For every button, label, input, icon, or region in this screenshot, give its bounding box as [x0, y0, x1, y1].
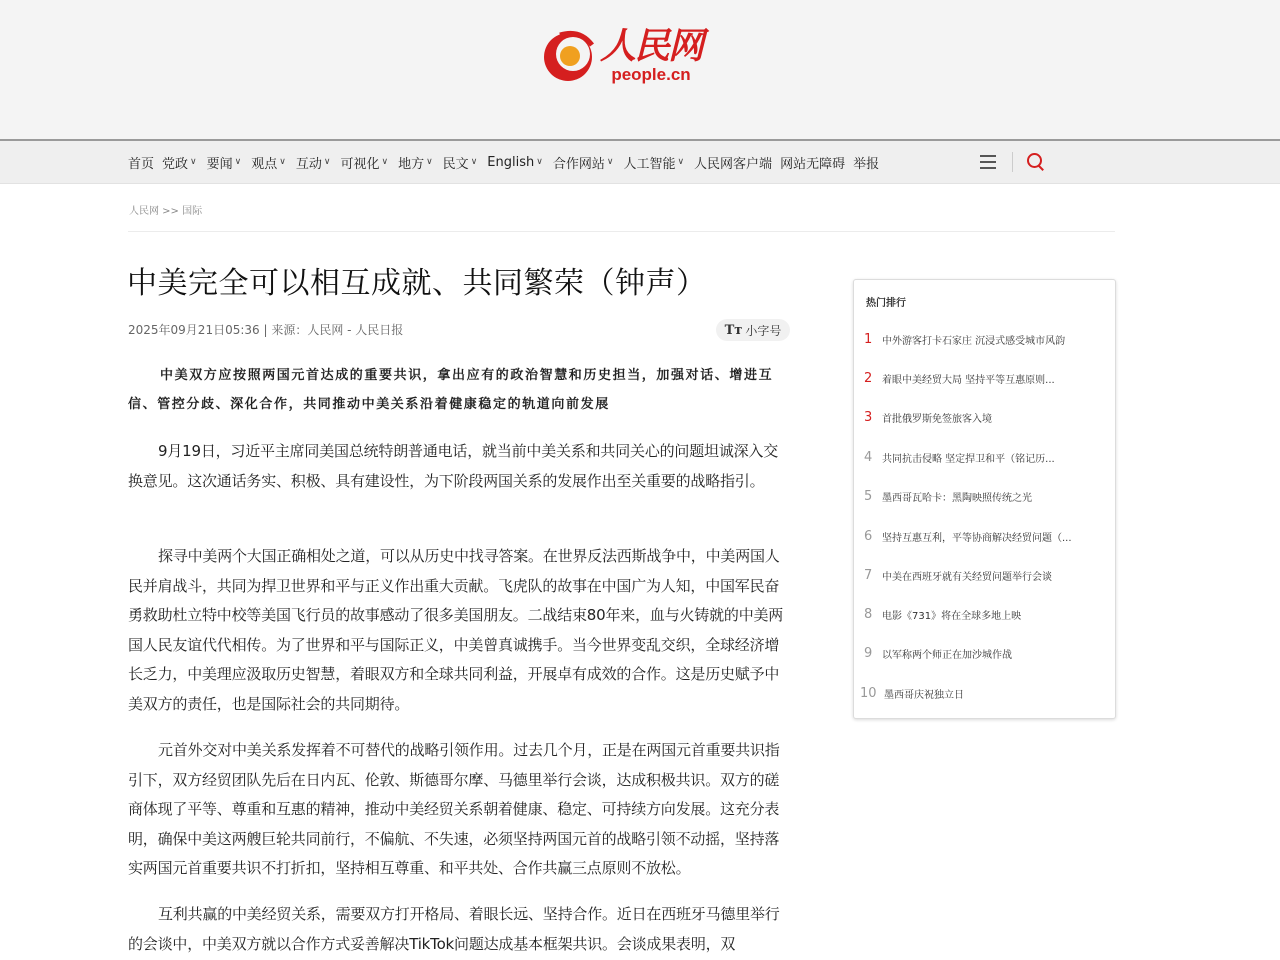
- breadcrumb-divider: [128, 231, 1115, 232]
- nav-item-label: 要闻: [206, 156, 233, 172]
- rank-headline-link[interactable]: 墨西哥瓦哈卡：黑陶映照传统之光: [882, 492, 1032, 504]
- rank-headline-link[interactable]: 电影《731》将在全球多地上映: [882, 610, 1022, 622]
- rank-number: 5: [864, 488, 873, 504]
- rank-headline-link[interactable]: 墨西哥庆祝独立日: [884, 689, 964, 701]
- nav-item-label: 人工智能: [623, 156, 676, 172]
- nav-item-label: 党政: [162, 156, 189, 172]
- hot-ranking-item[interactable]: [864, 486, 1109, 506]
- hot-ranking-item[interactable]: [864, 526, 1109, 546]
- nav-item[interactable]: [128, 153, 154, 172]
- font-size-label: 小字号: [745, 323, 782, 338]
- rank-number: 10: [860, 685, 877, 701]
- font-size-icon: Tт: [724, 322, 743, 338]
- hot-ranking-item[interactable]: [864, 643, 1109, 663]
- rank-number: 8: [864, 606, 873, 622]
- hot-ranking-item[interactable]: [864, 368, 1109, 388]
- nav-item[interactable]: [296, 153, 331, 172]
- hot-ranking-item[interactable]: [864, 565, 1109, 585]
- article-paragraph: 互利共赢的中美经贸关系，需要双方打开格局、着眼长远、坚持合作。近日在西班牙马德里举行的会谈中，中美双方就以合作方式妥善解决TikTok问题达成基本框架共识。会谈成果表明，双: [128, 905, 780, 953]
- rank-number: 3: [864, 409, 873, 425]
- nav-item[interactable]: [487, 155, 543, 170]
- rank-number: 4: [864, 449, 873, 465]
- logo-chinese-text: 人民网: [600, 25, 703, 67]
- rank-headline-link[interactable]: 共同抗击侵略 坚定捍卫和平（铭记历...: [882, 453, 1055, 465]
- nav-icons: [980, 141, 1045, 183]
- nav-item[interactable]: [553, 153, 614, 172]
- nav-item[interactable]: [853, 153, 879, 172]
- nav-item-label: 民文: [442, 156, 469, 172]
- hot-ranking-item[interactable]: [864, 407, 1109, 427]
- chevron-down-icon: ∨: [536, 157, 543, 167]
- nav-item[interactable]: [623, 153, 684, 172]
- nav-items: [128, 141, 887, 183]
- nav-item-label: 地方: [398, 156, 425, 172]
- nav-item[interactable]: [443, 153, 478, 172]
- chevron-down-icon: ∨: [470, 157, 478, 167]
- nav-item-label: 互动: [295, 156, 322, 172]
- rank-number: 7: [864, 567, 873, 583]
- chevron-down-icon: ∨: [323, 157, 331, 167]
- article-meta: 2025年09月21日05:36 | 来源：人民网 - 人民日报: [128, 323, 404, 337]
- nav-item-label: 举报: [853, 156, 880, 172]
- chevron-down-icon: ∨: [190, 157, 197, 167]
- main-nav: [0, 141, 1280, 184]
- masthead: [0, 0, 1280, 141]
- rank-number: 2: [864, 370, 873, 386]
- nav-divider: [1012, 152, 1013, 172]
- nav-item-label: 首页: [128, 156, 155, 172]
- rank-headline-link[interactable]: 中美在西班牙就有关经贸问题举行会谈: [882, 571, 1052, 583]
- hot-ranking-title: 热门排行: [866, 298, 906, 309]
- breadcrumb[interactable]: 人民网 >> 国际: [129, 206, 203, 217]
- people-cn-logo[interactable]: [540, 26, 702, 84]
- nav-item[interactable]: [162, 153, 197, 172]
- nav-item-label: 人民网客户端: [694, 156, 773, 172]
- nav-item-label: 网站无障碍: [780, 156, 846, 172]
- hamburger-menu-icon[interactable]: [980, 155, 998, 169]
- people-logo-icon: [540, 27, 596, 83]
- font-size-button[interactable]: [716, 319, 790, 341]
- logo-english-text: people.cn: [611, 65, 691, 84]
- hot-ranking-item[interactable]: [864, 604, 1109, 624]
- chevron-down-icon: ∨: [381, 157, 389, 167]
- hot-ranking-panel: [853, 279, 1116, 719]
- chevron-down-icon: ∨: [426, 157, 433, 167]
- rank-headline-link[interactable]: 以军称两个师正在加沙城作战: [882, 649, 1012, 661]
- rank-number: 6: [864, 528, 873, 544]
- nav-item-label: English: [487, 154, 535, 170]
- nav-item-label: 观点: [251, 156, 278, 172]
- nav-item[interactable]: [207, 153, 242, 172]
- rank-headline-link[interactable]: 中外游客打卡石家庄 沉浸式感受城市风韵: [882, 335, 1066, 347]
- nav-item[interactable]: [251, 153, 286, 172]
- hot-ranking-item[interactable]: [864, 447, 1109, 467]
- rank-number: 1: [864, 331, 873, 347]
- chevron-down-icon: ∨: [606, 157, 614, 167]
- hot-ranking-item[interactable]: [860, 683, 1109, 703]
- hot-ranking-item[interactable]: [864, 329, 1109, 349]
- article-lead: 中美双方应按照两国元首达成的重要共识，拿出应有的政治智慧和历史担当，加强对话、增进互信、管控分歧、深化合作，共同推动中美关系沿着健康稳定的轨道向前发展: [128, 368, 774, 412]
- nav-item[interactable]: [340, 153, 388, 172]
- article-paragraph: 9月19日，习近平主席同美国总统特朗普通电话，就当前中美关系和共同关心的问题坦诚深入交换意见。这次通话务实、积极、具有建设性，为下阶段两国关系的发展作出至关重要的战略指引。: [128, 442, 779, 490]
- nav-item[interactable]: [694, 153, 772, 172]
- nav-item[interactable]: [398, 153, 433, 172]
- chevron-down-icon: ∨: [677, 157, 685, 167]
- nav-item[interactable]: [780, 153, 845, 172]
- search-icon[interactable]: [1027, 153, 1045, 171]
- nav-item-label: 合作网站: [552, 156, 605, 172]
- rank-number: 9: [864, 645, 873, 661]
- chevron-down-icon: ∨: [234, 157, 242, 167]
- chevron-down-icon: ∨: [279, 157, 286, 167]
- article-paragraph: 元首外交对中美关系发挥着不可替代的战略引领作用。过去几个月，正是在两国元首重要共识指引下，双方经贸团队先后在日内瓦、伦敦、斯德哥尔摩、马德里举行会谈，达成积极共识。双方的磋商体现了平等、尊重和互惠的精神，推动中美经贸关系朝着健康、稳定、可持续方向发展。这充分表明，确保中美这两艘巨轮共同前行，不偏航、不失速，必须坚持两国元首的战略引领不动摇，坚持落实两国元首重要共识不打折扣，坚持相互尊重、和平共处、合作共赢三点原则不放松。: [128, 741, 780, 877]
- rank-headline-link[interactable]: 首批俄罗斯免签旅客入境: [882, 413, 992, 425]
- article-paragraph: 探寻中美两个大国正确相处之道，可以从历史中找寻答案。在世界反法西斯战争中，中美两国人民并肩战斗，共同为捍卫世界和平与正义作出重大贡献。飞虎队的故事在中国广为人知，中国军民奋勇救助杜立特中校等美国飞行员的故事感动了很多美国朋友。二战结束80年来，血与火铸就的中美两国人民友谊代代相传。为了世界和平与国际正义，中美曾真诚携手。当今世界变乱交织，全球经济增长乏力，中美理应汲取历史智慧，着眼双方和全球共同利益，开展卓有成效的合作。这是历史赋予中美双方的责任，也是国际社会的共同期待。: [128, 547, 784, 713]
- rank-headline-link[interactable]: 坚持互惠互利，平等协商解决经贸问题（...: [882, 532, 1072, 544]
- article-title: 中美完全可以相互成就、共同繁荣（钟声）: [127, 266, 707, 301]
- nav-item-label: 可视化: [340, 156, 380, 172]
- rank-headline-link[interactable]: 着眼中美经贸大局 坚持平等互惠原则...: [882, 374, 1055, 386]
